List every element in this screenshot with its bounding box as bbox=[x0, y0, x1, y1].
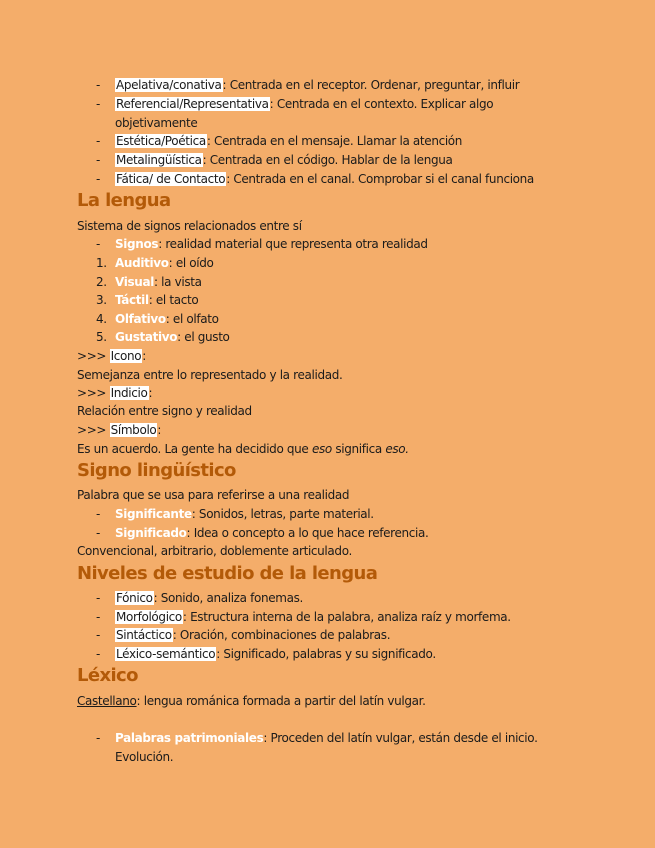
bullet-dash: - bbox=[96, 647, 100, 661]
term-label: Palabras patrimoniales bbox=[115, 731, 264, 745]
item-text: : Estructura interna de la palabra, analiza raíz y morfema. bbox=[182, 610, 511, 624]
list-item bbox=[115, 589, 303, 607]
section-heading: Niveles de estudio de la lengua bbox=[77, 563, 378, 584]
list-item bbox=[115, 310, 219, 328]
bullet-dash: - bbox=[96, 172, 100, 186]
paragraph: Relación entre signo y realidad bbox=[77, 404, 252, 418]
colon: : bbox=[142, 349, 146, 363]
text-run: significa bbox=[331, 442, 386, 456]
item-text: : lengua románica formada a partir del latín vulgar. bbox=[136, 694, 426, 708]
item-continuation: Evolución. bbox=[115, 750, 174, 764]
list-item bbox=[115, 132, 462, 150]
arrow-prefix: >>> bbox=[77, 349, 107, 363]
underlined-term: Castellano bbox=[77, 694, 137, 708]
arrow-prefix: >>> bbox=[77, 386, 107, 400]
item-continuation: objetivamente bbox=[115, 116, 198, 130]
list-item bbox=[115, 170, 534, 188]
item-text: : Centrada en el contexto. Explicar algo bbox=[269, 97, 494, 111]
highlighted-term: Fática/ de Contacto bbox=[116, 172, 226, 186]
highlighted-term: Estética/Poética bbox=[116, 134, 206, 148]
list-item bbox=[115, 626, 390, 644]
list-item bbox=[115, 235, 428, 253]
term-label: Auditivo bbox=[115, 256, 169, 270]
bullet-dash: - bbox=[96, 610, 100, 624]
bullet-dash: - bbox=[96, 97, 100, 111]
section-heading: Signo lingüístico bbox=[77, 460, 236, 481]
item-text: : Proceden del latín vulgar, están desde el inicio. bbox=[263, 731, 538, 745]
item-text: : Idea o concepto a lo que hace referencia. bbox=[186, 526, 429, 540]
list-item bbox=[115, 291, 198, 309]
list-number: 4. bbox=[96, 312, 107, 326]
bullet-dash: - bbox=[96, 507, 100, 521]
item-text: : Centrada en el receptor. Ordenar, preguntar, influir bbox=[222, 78, 520, 92]
item-text: : el gusto bbox=[177, 330, 230, 344]
simbolo-label-line bbox=[77, 421, 161, 439]
term-label: Táctil bbox=[115, 293, 149, 307]
text-run: Es un acuerdo. La gente ha decidido que bbox=[77, 442, 312, 456]
colon: : bbox=[148, 386, 153, 400]
list-item bbox=[115, 645, 436, 663]
item-text: : Significado, palabras y su significado. bbox=[216, 647, 436, 661]
italic-word: eso bbox=[311, 442, 332, 456]
highlighted-term: Metalingüística bbox=[116, 153, 202, 167]
list-item bbox=[115, 524, 428, 542]
item-text: : Centrada en el código. Hablar de la lengua bbox=[202, 153, 453, 167]
highlighted-term: Fónico bbox=[116, 591, 153, 605]
term-label: Signos bbox=[115, 237, 159, 251]
paragraph: Semejanza entre lo representado y la realidad. bbox=[77, 368, 343, 382]
list-number: 5. bbox=[96, 330, 107, 344]
list-item bbox=[115, 273, 202, 291]
icono-label-line bbox=[77, 347, 146, 365]
list-item bbox=[115, 608, 511, 626]
item-text: : la vista bbox=[154, 275, 202, 289]
highlighted-term: Símbolo bbox=[110, 423, 157, 437]
bullet-dash: - bbox=[96, 628, 100, 642]
highlighted-term: Referencial/Representativa bbox=[116, 97, 269, 111]
term-label: Gustativo bbox=[115, 330, 178, 344]
highlighted-term: Icono bbox=[110, 349, 142, 363]
bullet-dash: - bbox=[96, 731, 100, 745]
list-item bbox=[115, 76, 519, 94]
highlighted-term: Morfológico bbox=[116, 610, 182, 624]
term-label: Olfativo bbox=[115, 312, 166, 326]
term-label: Significado bbox=[115, 526, 187, 540]
section-heading: La lengua bbox=[77, 190, 171, 211]
list-item bbox=[115, 505, 374, 523]
bullet-dash: - bbox=[96, 134, 100, 148]
item-text: : el tacto bbox=[148, 293, 199, 307]
list-number: 3. bbox=[96, 293, 107, 307]
bullet-dash: - bbox=[96, 237, 100, 251]
bullet-dash: - bbox=[96, 153, 100, 167]
item-text: : el oído bbox=[168, 256, 214, 270]
paragraph: Convencional, arbitrario, doblemente articulado. bbox=[77, 544, 352, 558]
item-text: : el olfato bbox=[165, 312, 219, 326]
bullet-dash: - bbox=[96, 591, 100, 605]
item-text: : Centrada en el canal. Comprobar si el canal funciona bbox=[226, 172, 534, 186]
bullet-dash: - bbox=[96, 526, 100, 540]
list-item bbox=[115, 151, 452, 169]
item-text: : realidad material que representa otra realidad bbox=[158, 237, 428, 251]
list-number: 1. bbox=[96, 256, 107, 270]
item-text: : Oración, combinaciones de palabras. bbox=[172, 628, 391, 642]
list-number: 2. bbox=[96, 275, 107, 289]
paragraph: Sistema de signos relacionados entre sí bbox=[77, 219, 302, 233]
list-item bbox=[115, 729, 538, 747]
item-text: : Sonido, analiza fonemas. bbox=[153, 591, 303, 605]
arrow-prefix: >>> bbox=[77, 423, 107, 437]
colon: : bbox=[157, 423, 162, 437]
paragraph: Palabra que se usa para referirse a una realidad bbox=[77, 488, 350, 502]
item-text: : Centrada en el mensaje. Llamar la atención bbox=[206, 134, 463, 148]
paragraph bbox=[77, 692, 426, 710]
term-label: Visual bbox=[115, 275, 154, 289]
italic-word: eso. bbox=[385, 442, 409, 456]
list-item bbox=[115, 328, 230, 346]
bullet-dash: - bbox=[96, 78, 100, 92]
paragraph bbox=[77, 440, 409, 458]
list-item bbox=[115, 95, 493, 113]
highlighted-term: Apelativa/conativa bbox=[116, 78, 222, 92]
item-text: : Sonidos, letras, parte material. bbox=[191, 507, 374, 521]
list-item bbox=[115, 254, 214, 272]
highlighted-term: Indicio bbox=[110, 386, 148, 400]
section-heading: Léxico bbox=[77, 665, 138, 686]
highlighted-term: Sintáctico bbox=[116, 628, 172, 642]
highlighted-term: Léxico-semántico bbox=[116, 647, 216, 661]
term-label: Significante bbox=[115, 507, 192, 521]
indicio-label-line bbox=[77, 384, 152, 402]
